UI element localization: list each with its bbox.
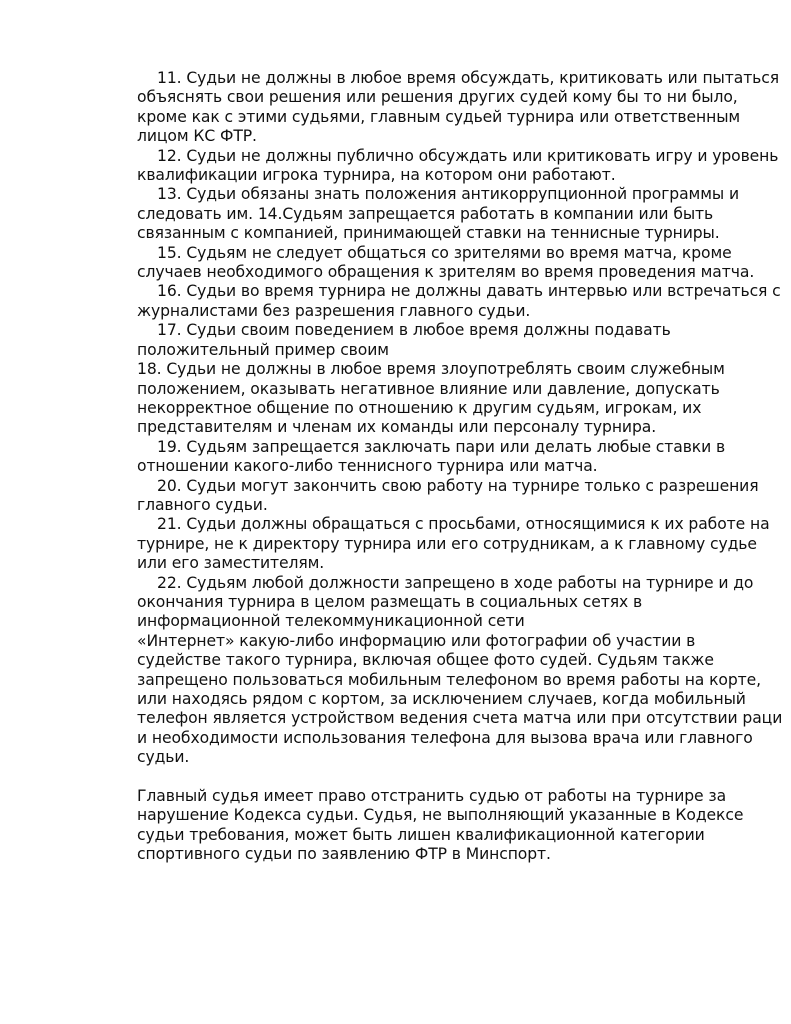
text-line: 17. Судьи своим поведением в любое время должны подавать xyxy=(157,321,671,340)
text-line: положением, оказывать негативное влияние или давление, допускать xyxy=(137,379,720,398)
text-line: 13. Судьи обязаны знать положения антикоррупционной программы и xyxy=(157,185,739,204)
rule-paragraph xyxy=(137,147,791,186)
text-line: окончания турнира в целом размещать в социальных сетях в xyxy=(137,592,643,611)
text-line: 21. Судьи должны обращаться с просьбами, относящимися к их работе на xyxy=(157,515,770,534)
text-line: или его заместителям. xyxy=(137,554,325,573)
text-line: турнире, не к директору турнира или его сотрудникам, а к главному судье xyxy=(137,534,757,553)
text-line: представителям и членам их команды или персоналу турнира. xyxy=(137,418,657,437)
text-line: некорректное общение по отношению к другим судьям, игрокам, их xyxy=(137,398,702,417)
text-line: «Интернет» какую-либо информацию или фотографии об участии в xyxy=(137,631,696,650)
text-line: информационной телекоммуникационной сети xyxy=(137,612,525,631)
text-line: судействе такого турнира, включая общее фото судей. Судьям также xyxy=(137,651,714,670)
text-line: журналистами без разрешения главного судьи. xyxy=(137,301,531,320)
text-line: отношении какого-либо теннисного турнира или матча. xyxy=(137,457,598,476)
document-page xyxy=(137,69,791,865)
rule-paragraph xyxy=(137,438,791,477)
text-line: квалификации игрока турнира, на котором они работают. xyxy=(137,166,616,185)
text-line: случаев необходимого обращения к зрителям во время проведения матча. xyxy=(137,263,755,282)
text-line: 11. Судьи не должны в любое время обсуждать, критиковать или пытаться xyxy=(157,69,780,87)
text-line: 16. Судьи во время турнира не должны давать интервью или встречаться с xyxy=(157,282,781,301)
text-line: 20. Судьи могут закончить свою работу на турнире только с разрешения xyxy=(157,476,759,495)
text-line: 18. Судьи не должны в любое время злоупотреблять своим служебным xyxy=(137,360,725,379)
rule-paragraph xyxy=(137,282,791,321)
rules-list xyxy=(137,69,791,768)
text-line: и необходимости использования телефона для вызова врача или главного xyxy=(137,728,753,747)
text-line: телефон является устройством ведения счета матча или при отсутствии раци xyxy=(137,709,783,728)
text-line: или находясь рядом с кортом, за исключением случаев, когда мобильный xyxy=(137,690,746,708)
paragraph-gap xyxy=(137,768,791,787)
text-line: связанным с компанией, принимающей ставки на теннисные турниры. xyxy=(137,224,720,243)
rule-paragraph xyxy=(137,477,791,516)
text-line: 12. Судьи не должны публично обсуждать или критиковать игру и уровень xyxy=(157,146,779,165)
text-line: судьи требования, может быть лишен квалификационной категории xyxy=(137,825,705,844)
text-line: судьи. xyxy=(137,748,190,767)
rule-paragraph xyxy=(137,360,791,438)
text-line: 15. Судьям не следует общаться со зрителями во время матча, кроме xyxy=(157,243,732,262)
text-line: Главный судья имеет право отстранить судью от работы на турнире за xyxy=(137,787,727,806)
text-line: лицом КС ФТР. xyxy=(137,127,257,146)
rule-paragraph xyxy=(137,515,791,573)
rule-paragraph xyxy=(137,69,791,147)
text-line: следовать им. 14.Судьям запрещается работать в компании или быть xyxy=(137,204,714,223)
rule-paragraph xyxy=(137,321,791,360)
closing-paragraph xyxy=(137,787,791,865)
text-line: запрещено пользоваться мобильным телефоном во время работы на корте, xyxy=(137,670,762,689)
text-line: положительный пример своим xyxy=(137,340,389,359)
text-line: 19. Судьям запрещается заключать пари или делать любые ставки в xyxy=(157,437,726,456)
text-line: 22. Судьям любой должности запрещено в ходе работы на турнире и до xyxy=(157,573,754,592)
rule-paragraph xyxy=(137,244,791,283)
text-line: главного судьи. xyxy=(137,495,268,514)
rule-paragraph xyxy=(137,574,791,768)
text-line: кроме как с этими судьями, главным судьей турнира или ответственным xyxy=(137,107,741,126)
text-line: объяснять свои решения или решения других судей кому бы то ни было, xyxy=(137,88,738,107)
rule-paragraph xyxy=(137,185,791,243)
text-line: спортивного судьи по заявлению ФТР в Минспорт. xyxy=(137,845,551,864)
text-line: нарушение Кодекса судьи. Судья, не выполняющий указанные в Кодексе xyxy=(137,806,744,825)
